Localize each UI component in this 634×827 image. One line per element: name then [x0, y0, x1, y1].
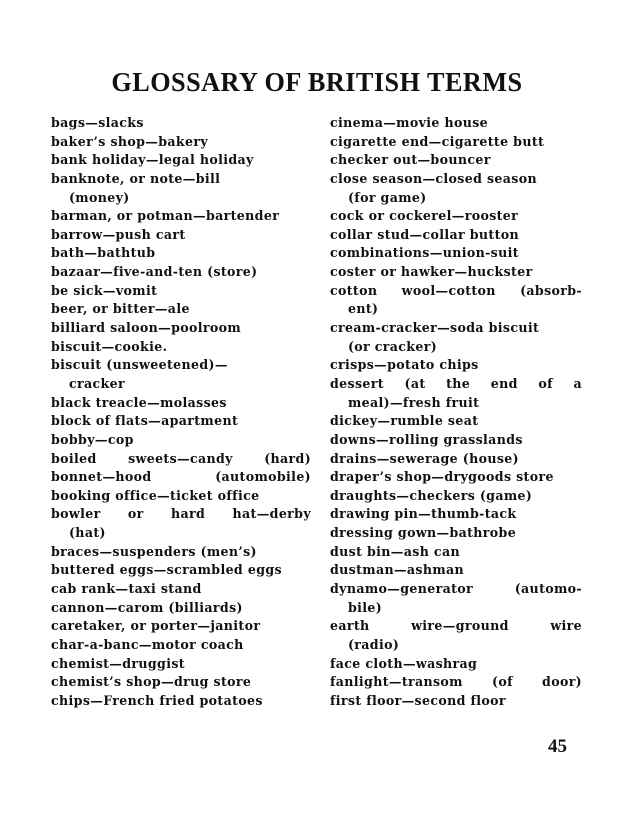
glossary-line: draughts—checkers (game) [330, 487, 533, 503]
glossary-line: downs—rolling grasslands [330, 431, 523, 447]
glossary-line: ent) [348, 301, 379, 317]
glossary-line: draper’s shop—drygoods store [330, 469, 554, 485]
glossary-line: (hat) [69, 525, 106, 541]
glossary-line: beer, or bitter—ale [51, 301, 190, 317]
glossary-line: barman, or potman—bartender [51, 208, 280, 224]
glossary-line: crisps—potato chips [330, 357, 479, 373]
glossary-line: dickey—rumble seat [330, 413, 479, 429]
glossary-line: cream-cracker—soda biscuit [330, 320, 540, 336]
glossary-line: be sick—vomit [51, 282, 158, 298]
glossary-line: dust bin—ash can [330, 543, 460, 559]
page-number: 45 [548, 736, 567, 757]
glossary-line: drawing pin—thumb-tack [330, 506, 517, 522]
glossary-line: bank holiday—legal holiday [51, 152, 254, 168]
glossary-line: first floor—second floor [330, 692, 506, 708]
glossary-line: combinations—union-suit [330, 245, 519, 261]
glossary-line: booking office—ticket office [51, 487, 260, 503]
glossary-line: baker’s shop—bakery [51, 133, 209, 149]
glossary-line: earth wire—ground wire [330, 618, 582, 634]
glossary-line: meal)—fresh fruit [348, 394, 480, 410]
glossary-line: bile) [348, 599, 383, 615]
glossary-line: bags—slacks [51, 115, 144, 130]
glossary-line: dynamo—generator (automo- [330, 581, 582, 597]
glossary-line: biscuit (unsweetened)— [51, 357, 228, 373]
glossary-line: face cloth—washrag [330, 655, 478, 671]
glossary-line: cigarette end—cigarette butt [330, 133, 545, 149]
glossary-line: block of flats—apartment [51, 413, 239, 429]
glossary-line: char-a-banc—motor coach [51, 636, 244, 652]
glossary-line: dessert (at the end of a [330, 375, 582, 391]
glossary-line: dressing gown—bathrobe [330, 525, 517, 541]
glossary-line: chemist’s shop—drug store [51, 674, 252, 690]
glossary-column-right [330, 114, 582, 711]
glossary-line: cab rank—taxi stand [51, 581, 202, 597]
glossary-line: cannon—carom (billiards) [51, 599, 243, 615]
glossary-column-left [51, 114, 311, 711]
glossary-line: cotton wool—cotton (absorb- [330, 282, 582, 298]
glossary-line: (money) [69, 189, 130, 205]
glossary-line: dustman—ashman [330, 562, 465, 578]
glossary-line: bath—bathtub [51, 245, 156, 261]
glossary-line: bobby—cop [51, 431, 134, 447]
glossary-line: bowler or hard hat—derby [51, 506, 311, 522]
glossary-line: cracker [69, 375, 125, 391]
glossary-line: checker out—bouncer [330, 152, 491, 168]
glossary-line: cock or cockerel—rooster [330, 208, 519, 224]
glossary-line: caretaker, or porter—janitor [51, 618, 261, 634]
glossary-line: black treacle—molasses [51, 394, 227, 410]
glossary-line: (or cracker) [348, 338, 438, 354]
glossary-line: collar stud—collar button [330, 226, 519, 242]
glossary-line: bazaar—five-and-ten (store) [51, 264, 258, 280]
glossary-line: chips—French fried potatoes [51, 692, 263, 708]
glossary-line: fanlight—transom (of door) [330, 674, 582, 690]
glossary-line: billiard saloon—poolroom [51, 320, 242, 336]
glossary-line: banknote, or note—bill [51, 170, 221, 186]
glossary-line: close season—closed season [330, 170, 537, 186]
glossary-line: cinema—movie house [330, 115, 489, 130]
glossary-line: barrow—push cart [51, 226, 186, 242]
glossary-line: boiled sweets—candy (hard) [51, 450, 311, 466]
glossary-line: buttered eggs—scrambled eggs [51, 562, 282, 578]
glossary-line: biscuit—cookie. [51, 338, 168, 354]
glossary-line: coster or hawker—huckster [330, 264, 533, 280]
glossary-line: bonnet—hood (automobile) [51, 469, 311, 485]
glossary-line: drains—sewerage (house) [330, 450, 519, 466]
glossary-line: chemist—druggist [51, 655, 185, 671]
glossary-line: (radio) [348, 636, 400, 652]
glossary-line: braces—suspenders (men’s) [51, 543, 257, 559]
glossary-line: (for game) [348, 189, 427, 205]
page-title: GLOSSARY OF BRITISH TERMS [111, 67, 523, 97]
